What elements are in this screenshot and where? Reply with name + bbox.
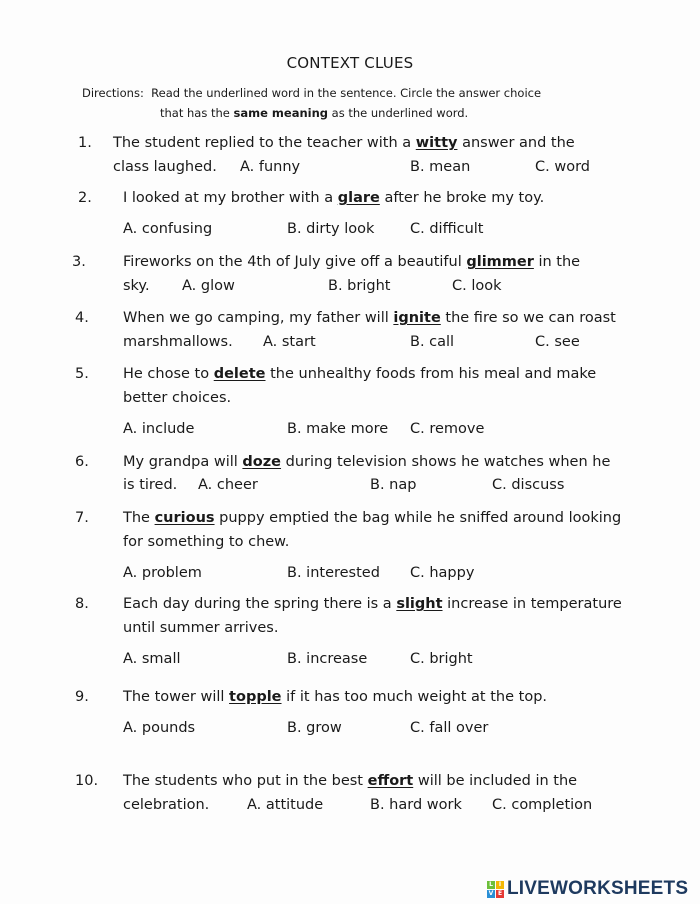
answer-choice-a[interactable]: A. include bbox=[123, 421, 195, 437]
answer-choice-b[interactable]: B. make more bbox=[287, 421, 389, 437]
underlined-word: ignite bbox=[393, 310, 441, 326]
directions-text-2b: as the underlined word. bbox=[331, 106, 469, 120]
underlined-word: curious bbox=[154, 510, 215, 526]
answer-choice-c[interactable]: C. look bbox=[452, 278, 502, 294]
sentence-line-2: celebration. bbox=[123, 797, 210, 813]
directions-line-1 bbox=[82, 86, 541, 100]
question-number: 10. bbox=[75, 773, 99, 789]
sentence-start: The tower will bbox=[123, 689, 225, 705]
question-number: 7. bbox=[75, 510, 89, 526]
answer-choice-a[interactable]: A. pounds bbox=[123, 720, 196, 736]
sentence-line-2: for something to chew. bbox=[123, 534, 290, 550]
answer-choice-b[interactable]: B. bright bbox=[328, 278, 391, 294]
question-sentence bbox=[123, 254, 580, 270]
answer-choice-c[interactable]: C. bright bbox=[410, 651, 473, 667]
question-number: 6. bbox=[75, 454, 89, 470]
logo-text: LIVEWORKSHEETS bbox=[507, 878, 689, 899]
sentence-start: The student replied to the teacher with a bbox=[113, 135, 412, 151]
logo-letter-l: L bbox=[487, 881, 495, 889]
logo-icon bbox=[487, 881, 504, 898]
underlined-word: effort bbox=[367, 773, 414, 789]
directions-label: Directions: bbox=[82, 86, 144, 100]
underlined-word: slight bbox=[396, 596, 443, 612]
sentence-line-2: class laughed. bbox=[113, 159, 217, 175]
question-number: 4. bbox=[75, 310, 89, 326]
question-sentence bbox=[123, 510, 621, 526]
sentence-end: will be included in the bbox=[417, 773, 578, 789]
underlined-word: witty bbox=[415, 135, 458, 151]
answer-choice-a[interactable]: A. glow bbox=[182, 278, 235, 294]
question-sentence bbox=[123, 454, 610, 470]
answer-choice-b[interactable]: B. grow bbox=[287, 720, 342, 736]
underlined-word: glimmer bbox=[466, 254, 534, 270]
logo-letter-v: V bbox=[488, 889, 494, 897]
question-number: 3. bbox=[72, 254, 86, 270]
underlined-word: glare bbox=[337, 190, 380, 206]
sentence-start: The bbox=[123, 510, 150, 526]
answer-choice-a[interactable]: A. small bbox=[123, 651, 181, 667]
directions-text-1: Read the underlined word in the sentence. Circle the answer choice bbox=[151, 86, 542, 100]
sentence-line-2: sky. bbox=[123, 278, 150, 294]
directions-line-2 bbox=[160, 106, 468, 120]
sentence-line-2: marshmallows. bbox=[123, 334, 233, 350]
question-sentence bbox=[123, 689, 547, 705]
answer-choice-b[interactable]: B. call bbox=[410, 334, 455, 350]
sentence-end: after he broke my toy. bbox=[384, 190, 545, 206]
answer-choice-b[interactable]: B. mean bbox=[410, 159, 471, 175]
underlined-word: doze bbox=[242, 454, 282, 470]
answer-choice-c[interactable]: C. fall over bbox=[410, 720, 489, 736]
sentence-end: puppy emptied the bag while he sniffed around looking bbox=[219, 510, 622, 526]
question-number: 8. bbox=[75, 596, 89, 612]
question-sentence bbox=[123, 366, 596, 382]
logo-letter-i: I bbox=[496, 881, 504, 889]
sentence-start: My grandpa will bbox=[123, 454, 238, 470]
directions-emphasis: same meaning bbox=[233, 106, 329, 120]
question-sentence bbox=[123, 190, 544, 206]
answer-choice-b[interactable]: B. increase bbox=[287, 651, 368, 667]
answer-choice-a[interactable]: A. confusing bbox=[123, 221, 213, 237]
answer-choice-c[interactable]: C. discuss bbox=[492, 477, 565, 493]
sentence-end: the fire so we can roast bbox=[445, 310, 616, 326]
question-sentence bbox=[113, 135, 575, 151]
sentence-end: during television shows he watches when he bbox=[285, 454, 611, 470]
sentence-start: The students who put in the best bbox=[123, 773, 363, 789]
answer-choice-a[interactable]: A. problem bbox=[123, 565, 202, 581]
question-number: 5. bbox=[75, 366, 89, 382]
sentence-line-2: until summer arrives. bbox=[123, 620, 279, 636]
answer-choice-a[interactable]: A. cheer bbox=[198, 477, 258, 493]
answer-choice-c[interactable]: C. see bbox=[535, 334, 580, 350]
answer-choice-c[interactable]: C. remove bbox=[410, 421, 485, 437]
answer-choice-b[interactable]: B. interested bbox=[287, 565, 380, 581]
sentence-line-2: is tired. bbox=[123, 477, 178, 493]
answer-choice-b[interactable]: B. nap bbox=[370, 477, 417, 493]
underlined-word: topple bbox=[229, 689, 282, 705]
answer-choice-a[interactable]: A. funny bbox=[240, 159, 301, 175]
question-number: 2. bbox=[78, 190, 92, 206]
question-sentence bbox=[123, 773, 577, 789]
answer-choice-c[interactable]: C. word bbox=[535, 159, 590, 175]
answer-choice-a[interactable]: A. start bbox=[263, 334, 316, 350]
sentence-line-2: better choices. bbox=[123, 390, 232, 406]
question-sentence bbox=[123, 310, 616, 326]
answer-choice-b[interactable]: B. hard work bbox=[370, 797, 462, 813]
sentence-end: increase in temperature bbox=[447, 596, 622, 612]
liveworksheets-logo[interactable] bbox=[487, 878, 688, 900]
answer-choice-a[interactable]: A. attitude bbox=[247, 797, 324, 813]
answer-choice-c[interactable]: C. difficult bbox=[410, 221, 484, 237]
sentence-start: I looked at my brother with a bbox=[123, 190, 334, 206]
question-number: 9. bbox=[75, 689, 89, 705]
logo-letter-e: E bbox=[497, 889, 503, 897]
question-number: 1. bbox=[78, 135, 92, 151]
underlined-word: delete bbox=[213, 366, 266, 382]
directions-text-2a: that has the bbox=[160, 106, 230, 120]
sentence-start: Each day during the spring there is a bbox=[123, 596, 392, 612]
sentence-end: if it has too much weight at the top. bbox=[286, 689, 548, 705]
answer-choice-c[interactable]: C. happy bbox=[410, 565, 475, 581]
answer-choice-c[interactable]: C. completion bbox=[492, 797, 593, 813]
question-sentence bbox=[123, 596, 622, 612]
sentence-end: in the bbox=[538, 254, 581, 270]
sentence-end: answer and the bbox=[462, 135, 575, 151]
sentence-start: He chose to bbox=[123, 366, 210, 382]
sentence-end: the unhealthy foods from his meal and make bbox=[270, 366, 597, 382]
worksheet-title: CONTEXT CLUES bbox=[286, 54, 414, 72]
answer-choice-b[interactable]: B. dirty look bbox=[287, 221, 375, 237]
sentence-start: When we go camping, my father will bbox=[123, 310, 389, 326]
sentence-start: Fireworks on the 4th of July give off a beautiful bbox=[123, 254, 462, 270]
